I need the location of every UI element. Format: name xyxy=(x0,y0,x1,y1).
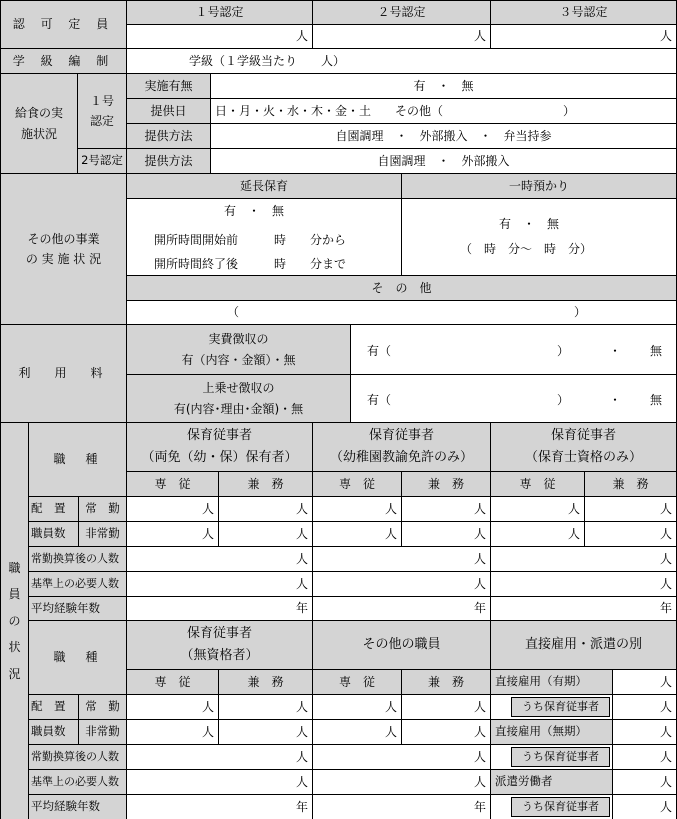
staff-a-job-type: 職 種 xyxy=(29,423,127,497)
staff-b1-fulltime: 専 従 xyxy=(127,670,219,695)
employment-indefinite-of-which-value[interactable]: 人 xyxy=(613,745,677,770)
paren-close: ） xyxy=(573,305,586,320)
staff-b1-regular-concurrent[interactable]: 人 xyxy=(219,695,313,720)
paren-open: （ xyxy=(227,305,240,320)
staff-a2-irregular-concurrent[interactable]: 人 xyxy=(402,522,491,547)
staff-b-required-label: 基準上の必要人数 xyxy=(29,770,127,795)
staff-b2-fulltime: 専 従 xyxy=(313,670,402,695)
employment-indefinite-label: 直接雇用（無期） xyxy=(491,720,613,745)
extended-care-title: 延長保育 xyxy=(127,174,402,199)
staff-a-count-label: 職員数 xyxy=(29,522,79,547)
staff-a1-regular-concurrent[interactable]: 人 xyxy=(219,497,313,522)
answer-suffix: 無 xyxy=(650,344,663,358)
staff-b2-required[interactable]: 人 xyxy=(313,770,491,795)
employment-fixed-value[interactable]: 人 xyxy=(613,670,677,695)
employment-indefinite-sub-cell xyxy=(491,745,613,770)
staff-a-irregular-label: 非常勤 xyxy=(79,522,127,547)
capacity-col-1: １号認定 xyxy=(127,0,313,25)
staff-a1-fulltime: 専 従 xyxy=(127,472,219,497)
meal-impl-label: 実施有無 xyxy=(127,74,211,99)
staff-a-placement-label: 配 置 xyxy=(29,497,79,522)
staff-a-regular-label: 常 勤 xyxy=(79,497,127,522)
meal-group-2: 2号認定 xyxy=(78,149,127,174)
staff-b-regular-label: 常 勤 xyxy=(79,695,127,720)
employment-dispatch-of-which-value[interactable]: 人 xyxy=(613,795,677,819)
staff-b1-required[interactable]: 人 xyxy=(127,770,313,795)
answer-prefix: 有（ xyxy=(367,393,392,407)
staff-a2-fte[interactable]: 人 xyxy=(313,547,491,572)
staff-a2-regular-concurrent[interactable]: 人 xyxy=(402,497,491,522)
other-projects-other-title: そ の 他 xyxy=(127,276,677,301)
staff-b-avg-years-label: 平均経験年数 xyxy=(29,795,127,819)
staff-a3-irregular-concurrent[interactable]: 人 xyxy=(585,522,677,547)
class-org-label: 学 級 編 制 xyxy=(0,49,127,74)
temporary-care-body[interactable] xyxy=(402,199,677,276)
staff-b2-irregular-concurrent[interactable]: 人 xyxy=(402,720,491,745)
meal-method2-label: 提供方法 xyxy=(127,149,211,174)
meal-group-1: １号 認定 xyxy=(78,74,127,149)
staff-b-job-type: 職 種 xyxy=(29,621,127,695)
capacity-col-3: ３号認定 xyxy=(491,0,677,25)
answer-close: ） xyxy=(557,393,570,407)
staff-a2-regular-fulltime[interactable]: 人 xyxy=(313,497,402,522)
temporary-care-title: 一時預かり xyxy=(402,174,677,199)
meal-days-label: 提供日 xyxy=(127,99,211,124)
staff-b2-concurrent: 兼 務 xyxy=(402,670,491,695)
staff-label: 職 員 の 状 況 xyxy=(0,423,29,819)
meal-method1-value[interactable]: 自園調理 ・ 外部搬入 ・ 弁当持参 xyxy=(211,124,677,149)
temporary-care-time: （ 時 分～ 時 分） xyxy=(460,242,593,256)
staff-b-count-label: 職員数 xyxy=(29,720,79,745)
staff-a2-required[interactable]: 人 xyxy=(313,572,491,597)
capacity-label: 認 可 定 員 xyxy=(0,0,127,49)
staff-b1-concurrent: 兼 務 xyxy=(219,670,313,695)
staff-b1-irregular-concurrent[interactable]: 人 xyxy=(219,720,313,745)
staff-a3-concurrent: 兼 務 xyxy=(585,472,677,497)
staff-b1-fte[interactable]: 人 xyxy=(127,745,313,770)
meal-method2-value[interactable]: 自園調理 ・ 外部搬入 xyxy=(211,149,677,174)
extended-care-body[interactable] xyxy=(127,199,402,276)
staff-b1-irregular-fulltime[interactable]: 人 xyxy=(127,720,219,745)
staff-b2-regular-concurrent[interactable]: 人 xyxy=(402,695,491,720)
staff-a-group-2: 保育従事者 （幼稚園教諭免許のみ） xyxy=(313,423,491,472)
employment-indefinite-of-which: うち保育従事者 xyxy=(511,747,610,767)
employment-dispatch-sub-cell xyxy=(491,795,613,819)
staff-a3-regular-fulltime[interactable]: 人 xyxy=(491,497,585,522)
staff-b-fte-label: 常勤換算後の人数 xyxy=(29,745,127,770)
staff-a-group-1: 保育従事者 （両免（幼・保）保有者） xyxy=(127,423,313,472)
staff-a2-fulltime: 専 従 xyxy=(313,472,402,497)
capacity-col-2: ２号認定 xyxy=(313,0,491,25)
staff-b-group-1: 保育従事者 （無資格者） xyxy=(127,621,313,670)
staff-b2-fte[interactable]: 人 xyxy=(313,745,491,770)
employment-dispatch-value[interactable]: 人 xyxy=(613,770,677,795)
answer-suffix: 無 xyxy=(650,393,663,407)
fees-label: 利 用 料 xyxy=(0,325,127,423)
employment-fixed-of-which-value[interactable]: 人 xyxy=(613,695,677,720)
staff-a1-required[interactable]: 人 xyxy=(127,572,313,597)
staff-b-placement-label: 配 置 xyxy=(29,695,79,720)
staff-a3-fulltime: 専 従 xyxy=(491,472,585,497)
staff-a-avg-years-label: 平均経験年数 xyxy=(29,597,127,621)
extended-care-yn: 有 ・ 無 xyxy=(224,204,285,218)
employment-fixed-label: 直接雇用（有期） xyxy=(491,670,613,695)
capacity-value-2[interactable]: 人 xyxy=(313,25,491,49)
staff-a2-concurrent: 兼 務 xyxy=(402,472,491,497)
employment-dispatch-label: 派遣労働者 xyxy=(491,770,613,795)
staff-a3-regular-concurrent[interactable]: 人 xyxy=(585,497,677,522)
meal-days-value[interactable]: 日・月・火・水・木・金・土 その他（ ） xyxy=(211,99,677,124)
staff-a2-irregular-fulltime[interactable]: 人 xyxy=(313,522,402,547)
staff-a1-irregular-fulltime[interactable]: 人 xyxy=(127,522,219,547)
staff-a1-regular-fulltime[interactable]: 人 xyxy=(127,497,219,522)
staff-b-group-3: 直接雇用・派遣の別 xyxy=(491,621,677,670)
staff-b2-regular-fulltime[interactable]: 人 xyxy=(313,695,402,720)
staff-b1-avg-years[interactable]: 年 xyxy=(127,795,313,819)
staff-b-group-2: その他の職員 xyxy=(313,621,491,670)
other-projects-other-value[interactable] xyxy=(127,301,677,325)
staff-b2-irregular-fulltime[interactable]: 人 xyxy=(313,720,402,745)
staff-a-required-label: 基準上の必要人数 xyxy=(29,572,127,597)
employment-indefinite-value[interactable]: 人 xyxy=(613,720,677,745)
extended-care-end: 開所時間終了後 時 分まで xyxy=(154,257,347,271)
fees-surcharge-label: 上乗せ徴収の 有(内容･理由･金額)・無 xyxy=(127,375,351,423)
staff-a-fte-label: 常勤換算後の人数 xyxy=(29,547,127,572)
staff-b2-avg-years[interactable]: 年 xyxy=(313,795,491,819)
capacity-value-1[interactable]: 人 xyxy=(127,25,313,49)
staff-a3-required[interactable]: 人 xyxy=(491,572,677,597)
staff-a3-avg-years[interactable]: 年 xyxy=(491,597,677,621)
staff-a2-avg-years[interactable]: 年 xyxy=(313,597,491,621)
fees-actual-cost-label: 実費徴収の 有（内容・金額）・無 xyxy=(127,325,351,375)
employment-fixed-of-which: うち保育従事者 xyxy=(511,697,610,717)
staff-a3-irregular-fulltime[interactable]: 人 xyxy=(491,522,585,547)
temporary-care-yn: 有 ・ 無 xyxy=(499,217,560,231)
capacity-value-3[interactable]: 人 xyxy=(491,25,677,49)
answer-prefix: 有（ xyxy=(367,344,392,358)
employment-fixed-sub-cell xyxy=(491,695,613,720)
answer-close: ） xyxy=(557,344,570,358)
meal-method1-label: 提供方法 xyxy=(127,124,211,149)
fees-actual-cost-value[interactable] xyxy=(351,325,677,375)
meal-impl-value[interactable]: 有 ・ 無 xyxy=(211,74,677,99)
class-org-value[interactable]: 学級（１学級当たり 人） xyxy=(127,49,677,74)
answer-sep: ・ xyxy=(609,393,622,407)
staff-a1-irregular-concurrent[interactable]: 人 xyxy=(219,522,313,547)
extended-care-start: 開所時間開始前 時 分から xyxy=(154,233,347,247)
staff-a1-fte[interactable]: 人 xyxy=(127,547,313,572)
staff-b1-regular-fulltime[interactable]: 人 xyxy=(127,695,219,720)
other-projects-label: その他の事業 の 実 施 状 況 xyxy=(0,174,127,325)
answer-sep: ・ xyxy=(609,344,622,358)
fees-surcharge-value[interactable] xyxy=(351,375,677,423)
staff-a-group-3: 保育従事者 （保育士資格のみ） xyxy=(491,423,677,472)
staff-a1-concurrent: 兼 務 xyxy=(219,472,313,497)
staff-a3-fte[interactable]: 人 xyxy=(491,547,677,572)
employment-dispatch-of-which: うち保育従事者 xyxy=(511,797,610,817)
staff-b-irregular-label: 非常勤 xyxy=(79,720,127,745)
staff-a1-avg-years[interactable]: 年 xyxy=(127,597,313,621)
meal-label: 給食の実 施状況 xyxy=(0,74,78,174)
